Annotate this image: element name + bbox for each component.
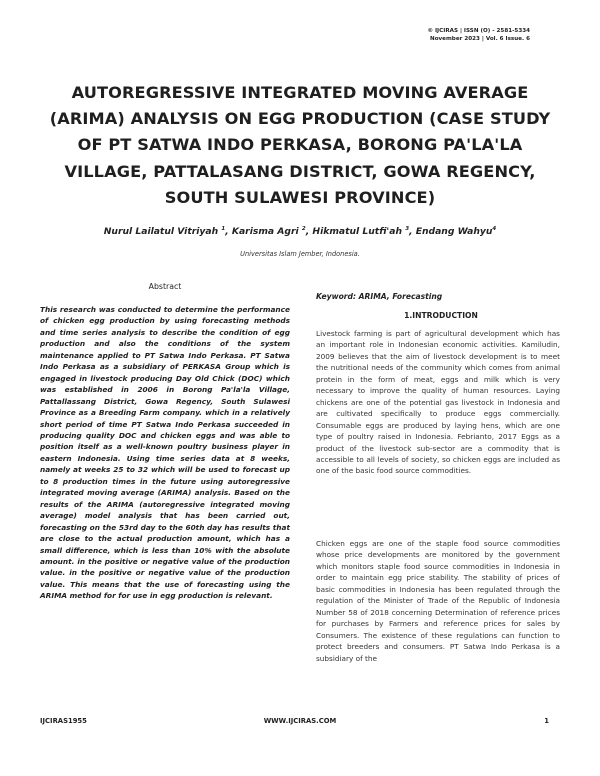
journal-header <box>427 27 530 43</box>
page-number: 1 <box>544 717 549 725</box>
footer-paper-id: IJCIRAS1955 <box>40 717 87 725</box>
intro-paragraph-1: Livestock farming is part of agricultural development which has an important role in Indonesian economic activities. Kamiludin, 2009 believes that the aim of livestock development is to meet the nutritional needs of the community which comes from animal protein in the form of meat, eggs and milk which is very necessary to improve the quality of human resources. Laying chickens are one of the potential gas livestock in Indonesia and are cultivated specifically to produce eggs commercially. Consumable eggs are produced by laying hens, which are one type of poultry raised in Indonesia. Febrianto, 2017 Eggs as a product of the livestock sub-sector are a commodity that is accessible to all levels of society, so chicken eggs are included as one of the basic food source commodities. <box>316 329 560 476</box>
author-name: Endang Wahyu <box>415 226 493 238</box>
affiliation: Universitas Islam Jember, Indonesia. <box>240 250 360 258</box>
abstract-text: This research was conducted to determine the performance of chicken egg production by using forecasting methods and time series analysis to describe the condition of egg production and also the conditions of the system maintenance applied to PT Satwa Indo Perkasa. PT Satwa Indo Perkasa as a subsidiary of PERKASA Group which is engaged in livestock producing Day Old Chick (DOC) which was established in 2006 in Borong Pa'la'la Village, Pattallassang District, Gowa Regency, South Sulawesi Province as a Breeding Farm company. which in a relatively short period of time PT Satwa Indo Perkasa succeeded in producing quality DOC and chicken eggs and was able to position itself as a well-known poultry business player in eastern Indonesia. Using time series data at 8 weeks, namely at weeks 25 to 32 which will be used to forecast up to 8 production times in the future using autoregressive integrated moving average (ARIMA) analysis. Based on the results of the ARIMA (autoregressive integrated moving average) model analysis that has been carried out, forecasting on the 53rd day to the 60th day has results that are close to the actual production amount, which has a small difference, which is less than 10% with the absolute amount. in the positive or negative value of the production value. in the positive or negative value of the production value. This means that the use of forecasting using the ARIMA method for for use in egg production is relevant. <box>40 305 290 601</box>
keywords: Keyword: ARIMA, Forecasting <box>316 292 443 301</box>
paper-title: AUTOREGRESSIVE INTEGRATED MOVING AVERAGE (ARIMA) ANALYSIS ON EGG PRODUCTION (CASE STUDY OF PT SATWA INDO PERKASA, BORONG PA'LA'LA VILLAGE, PATTALASANG DISTRICT, GOWA REGENCY, SOUTH SULAWESI PROVINCE) <box>49 83 551 207</box>
abstract-heading: Abstract <box>148 282 182 291</box>
footer-website: WWW.IJCIRAS.COM <box>263 717 337 725</box>
author-affil-mark: 3 <box>405 226 410 232</box>
author-affil-mark: 2 <box>301 226 306 232</box>
author-name: Karisma Agri <box>231 226 299 238</box>
author-affil-mark: 4 <box>492 226 497 232</box>
author-name: Nurul Lailatul Vitriyah <box>103 226 219 238</box>
section-heading-introduction: 1.INTRODUCTION <box>404 311 478 320</box>
author-affil-mark: 1 <box>221 226 226 232</box>
intro-paragraph-2: Chicken eggs are one of the staple food source commodities whose price developments are monitored by the government which monitors staple food source commodities in Indonesia in order to maintain egg price stability. The stability of prices of basic commodities in Indonesia has been regulated through the regulation of the Minister of Trade of the Republic of Indonesia Number 58 of 2018 concerning Determination of reference prices for purchases by Farmers and reference prices for sales by Consumers. The existence of these regulations can function to protect breeders and consumers. PT Satwa Indo Perkasa is a subsidiary of the <box>316 539 560 663</box>
journal-issn: © IJCIRAS | ISSN (O) - 2581-5334 <box>427 28 530 34</box>
author-name: Hikmatul Lutfi'ah <box>312 226 402 238</box>
journal-issue: November 2023 | Vol. 6 Issue. 6 <box>430 36 530 42</box>
author-list: Nurul Lailatul Vitriyah $^1$, Karisma Agri $^2$, Hikmatul Lutfi'ah $^3$, Endang Wahyu$^4$ <box>103 226 497 238</box>
